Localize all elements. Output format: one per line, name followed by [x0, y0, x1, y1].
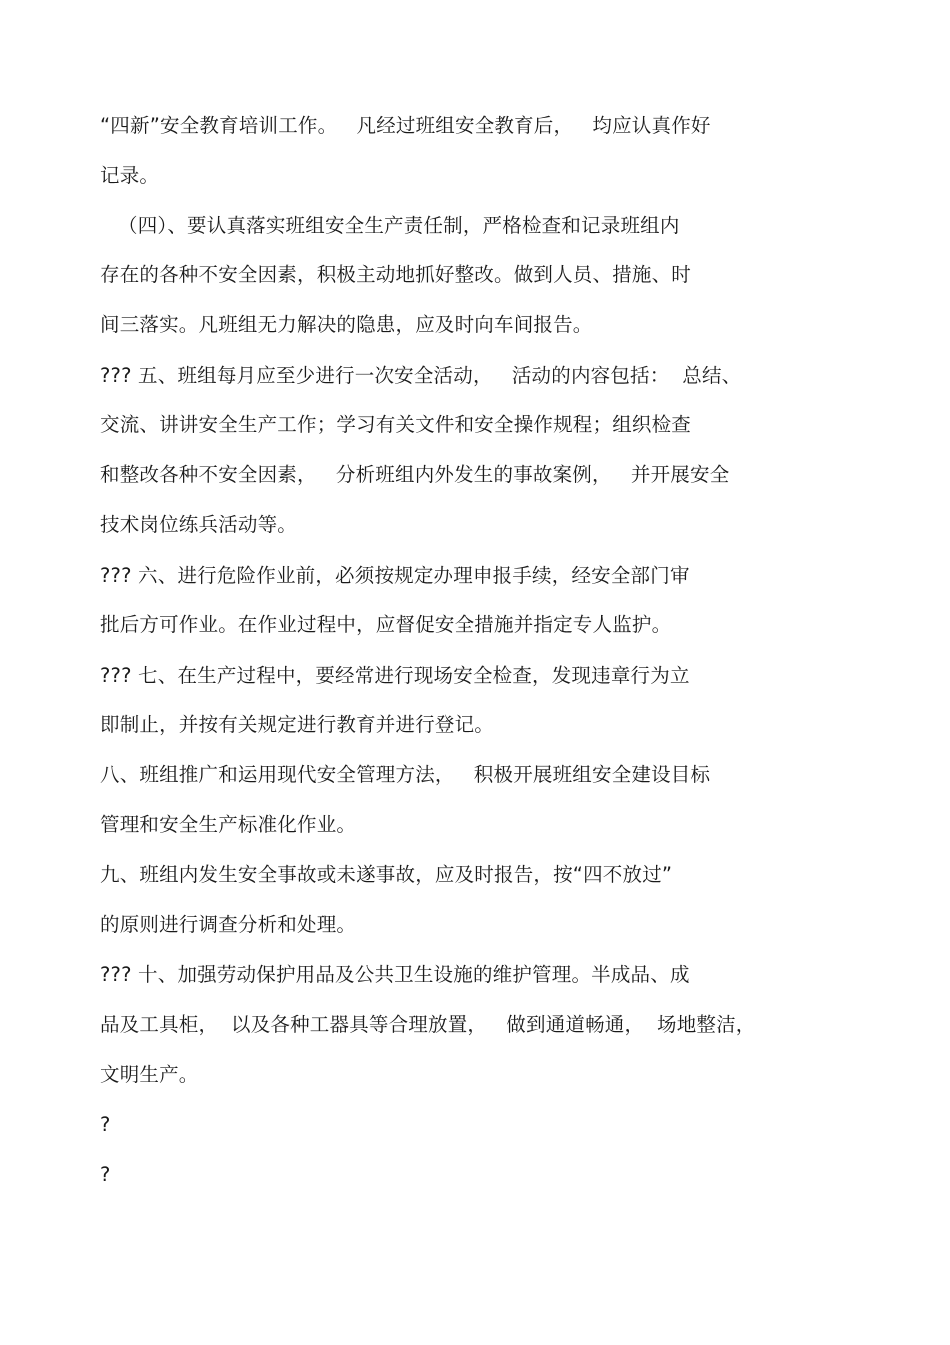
text-line: 九、班组内发生安全事故或未遂事故，应及时报告，按“四不放过”	[100, 863, 673, 886]
text-line: ??? 五、班组每月应至少进行一次安全活动， 活动的内容包括： 总结、	[100, 364, 742, 387]
text-line: 品及工具柜， 以及各种工器具等合理放置， 做到通道畅通， 场地整洁，	[100, 1013, 756, 1036]
text-line: 记录。	[100, 164, 160, 187]
text-line: （四）、要认真落实班组安全生产责任制，严格检查和记录班组内	[118, 214, 680, 237]
text-line: ?	[100, 1163, 111, 1186]
text-line: 批后方可作业。在作业过程中，应督促安全措施并指定专人监护。	[100, 613, 672, 636]
text-line: 即制止，并按有关规定进行教育并进行登记。	[100, 713, 495, 736]
text-line: 八、班组推广和运用现代安全管理方法， 积极开展班组安全建设目标	[100, 763, 711, 786]
text-line: ??? 六、进行危险作业前，必须按规定办理申报手续，经安全部门审	[100, 564, 690, 587]
text-line: 文明生产。	[100, 1063, 199, 1086]
text-line: 和整改各种不安全因素， 分析班组内外发生的事故案例， 并开展安全	[100, 463, 730, 486]
text-line: 交流、讲讲安全生产工作；学习有关文件和安全操作规程；组织检查	[100, 413, 692, 436]
text-line: ??? 七、在生产过程中，要经常进行现场安全检查，发现违章行为立	[100, 664, 690, 687]
text-line: 管理和安全生产标准化作业。	[100, 813, 357, 836]
text-line: 的原则进行调查分析和处理。	[100, 913, 357, 936]
text-line: 存在的各种不安全因素，积极主动地抓好整改。做到人员、措施、时	[100, 263, 692, 286]
text-line: 间三落实。凡班组无力解决的隐患，应及时向车间报告。	[100, 313, 593, 336]
text-line: “四新”安全教育培训工作。 凡经过班组安全教育后， 均应认真作好	[100, 114, 711, 137]
text-line: 技术岗位练兵活动等。	[100, 513, 298, 536]
text-line: ??? 十、加强劳动保护用品及公共卫生设施的维护管理。半成品、成	[100, 963, 690, 986]
text-line: ?	[100, 1113, 111, 1136]
